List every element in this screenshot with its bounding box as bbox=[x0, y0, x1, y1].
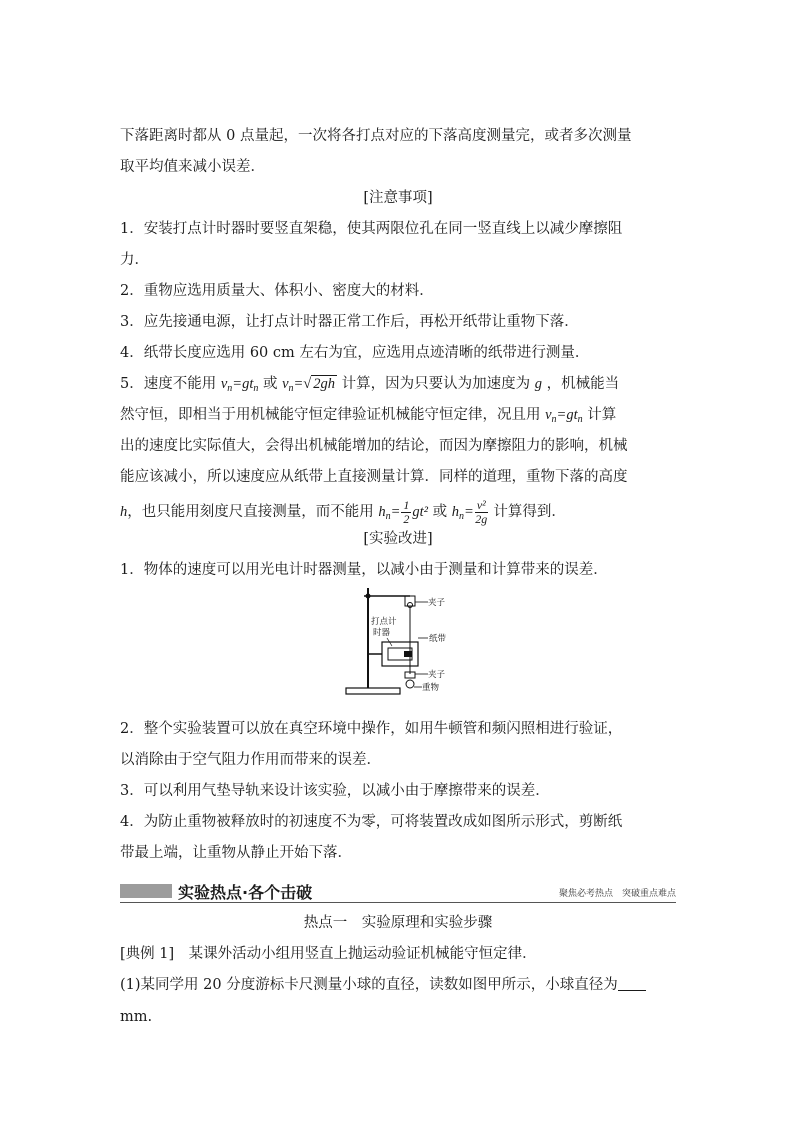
formula-vn-sqrt: $v_n=√$ 2gh bbox=[282, 376, 336, 394]
improve-2-line-2: 以消除由于空气阻力作用而带来的误差． bbox=[120, 752, 381, 768]
label-weight: 重物 bbox=[422, 683, 440, 693]
intro-line-1: 下落距离时都从 0 点量起，一次将各打点对应的下落高度测量完，或者多次测量 bbox=[120, 128, 632, 144]
note-5-text-c: 计算，因为只要认为加速度为 bbox=[341, 376, 531, 392]
improve-4-line-2: 带最上端，让重物从静止开始下落． bbox=[120, 845, 352, 861]
improve-heading: [实验改进] bbox=[363, 531, 433, 547]
apparatus-figure bbox=[342, 584, 460, 704]
formula-hn-v2-2g: $h_n=$ $\frac{\text{v²}}{2g}$ bbox=[451, 498, 488, 527]
note-1-line-1: 1．安装打点计时器时要竖直架稳，使其两限位孔在同一竖直线上以减少摩擦阻 bbox=[120, 221, 623, 237]
question-1-text: (1)某同学用 20 分度游标卡尺测量小球的直径，读数如图甲所示，小球直径为 bbox=[120, 977, 618, 993]
note-5-line-5 bbox=[120, 498, 676, 531]
note-5-text-a: 5．速度不能用 bbox=[120, 376, 217, 392]
symbol-g: g bbox=[534, 376, 542, 392]
note-1-line-2: 力． bbox=[120, 252, 149, 268]
formula-hn-half-gt2: $h_n=$ $\frac{1}{2}$ gt² bbox=[378, 498, 429, 527]
note-5-text-b: 或 bbox=[262, 376, 278, 392]
stand-base bbox=[346, 688, 400, 694]
intro-line-2: 取平均值来减小误差． bbox=[120, 159, 265, 175]
hotspot-heading: 热点一 实验原理和实验步骤 bbox=[303, 915, 493, 931]
note-5-line-4: 能应该减小，所以速度应从纸带上直接测量计算．同样的道理，重物下落的高度 bbox=[120, 469, 628, 485]
example-1: [典例 1] 某课外活动小组用竖直上抛运动验证机械能守恒定律． bbox=[120, 946, 537, 962]
top-clip bbox=[405, 596, 415, 606]
note-5-line-2-text-b: 计算 bbox=[587, 407, 617, 423]
label-tape: 纸带 bbox=[429, 634, 447, 644]
weight bbox=[406, 680, 414, 688]
note-5-line-2 bbox=[120, 405, 676, 430]
section-title: 实验热点·各个击破 bbox=[178, 883, 313, 902]
note-5-line-5-text-c: 计算得到． bbox=[493, 504, 566, 520]
note-3: 3．应先接通电源，让打点计时器正常工作后，再松开纸带让重物下落． bbox=[120, 314, 579, 330]
section-banner bbox=[120, 880, 676, 903]
improve-4-line-1: 4．为防止重物被释放时的初速度不为零，可将装置改成如图所示形式，剪断纸 bbox=[120, 814, 623, 830]
note-4: 4．纸带长度应选用 60 cm 左右为宜，应选用点迹清晰的纸带进行测量． bbox=[120, 345, 590, 361]
note-5-line-5-text-b: 或 bbox=[432, 504, 448, 520]
note-5-text-d: ，机械能当 bbox=[546, 376, 620, 392]
note-5-line-2-text: 然守恒，即相当于用机械能守恒定律验证机械能守恒定律，况且用 bbox=[120, 407, 541, 423]
formula-vn-gtn: $v_n=gt_n$ bbox=[220, 376, 259, 394]
improve-3: 3．可以利用气垫导轨来设计该实验，以减小由于摩擦带来的误差． bbox=[120, 783, 550, 799]
formula-vn-gtn-2: $v_n=gt_n$ bbox=[545, 407, 583, 425]
section-tag: 聚焦必考热点 突破重点难点 bbox=[558, 889, 676, 899]
improve-1: 1．物体的速度可以用光电计时器测量，以减小由于测量和计算带来的误差． bbox=[120, 562, 608, 578]
timer-box bbox=[382, 642, 418, 666]
question-1-unit: mm. bbox=[120, 1009, 153, 1025]
banner-bar bbox=[120, 884, 172, 898]
label-timer-2: 时器 bbox=[373, 628, 391, 638]
label-clip-bottom: 夹子 bbox=[428, 670, 446, 680]
label-timer-1: 打点计 bbox=[371, 617, 397, 627]
answer-blank[interactable] bbox=[618, 976, 646, 991]
improve-2-line-1: 2．整个实验装置可以放在真空环境中操作，如用牛顿管和频闪照相进行验证， bbox=[120, 721, 623, 737]
note-5-line-5-text-a: ，也只能用刻度尺直接测量，而不能用 bbox=[127, 504, 374, 520]
label-clip-top: 夹子 bbox=[428, 598, 446, 608]
note-2: 2．重物应选用质量大、体积小、密度大的材料． bbox=[120, 283, 434, 299]
note-5-line-3: 出的速度比实际值大，会得出机械能增加的结论，而因为摩擦阻力的影响，机械 bbox=[120, 438, 628, 454]
note-5-line-1 bbox=[120, 374, 676, 399]
question-1 bbox=[120, 975, 676, 995]
notes-heading: [注意事项] bbox=[363, 190, 433, 206]
symbol-h: h bbox=[120, 504, 128, 520]
